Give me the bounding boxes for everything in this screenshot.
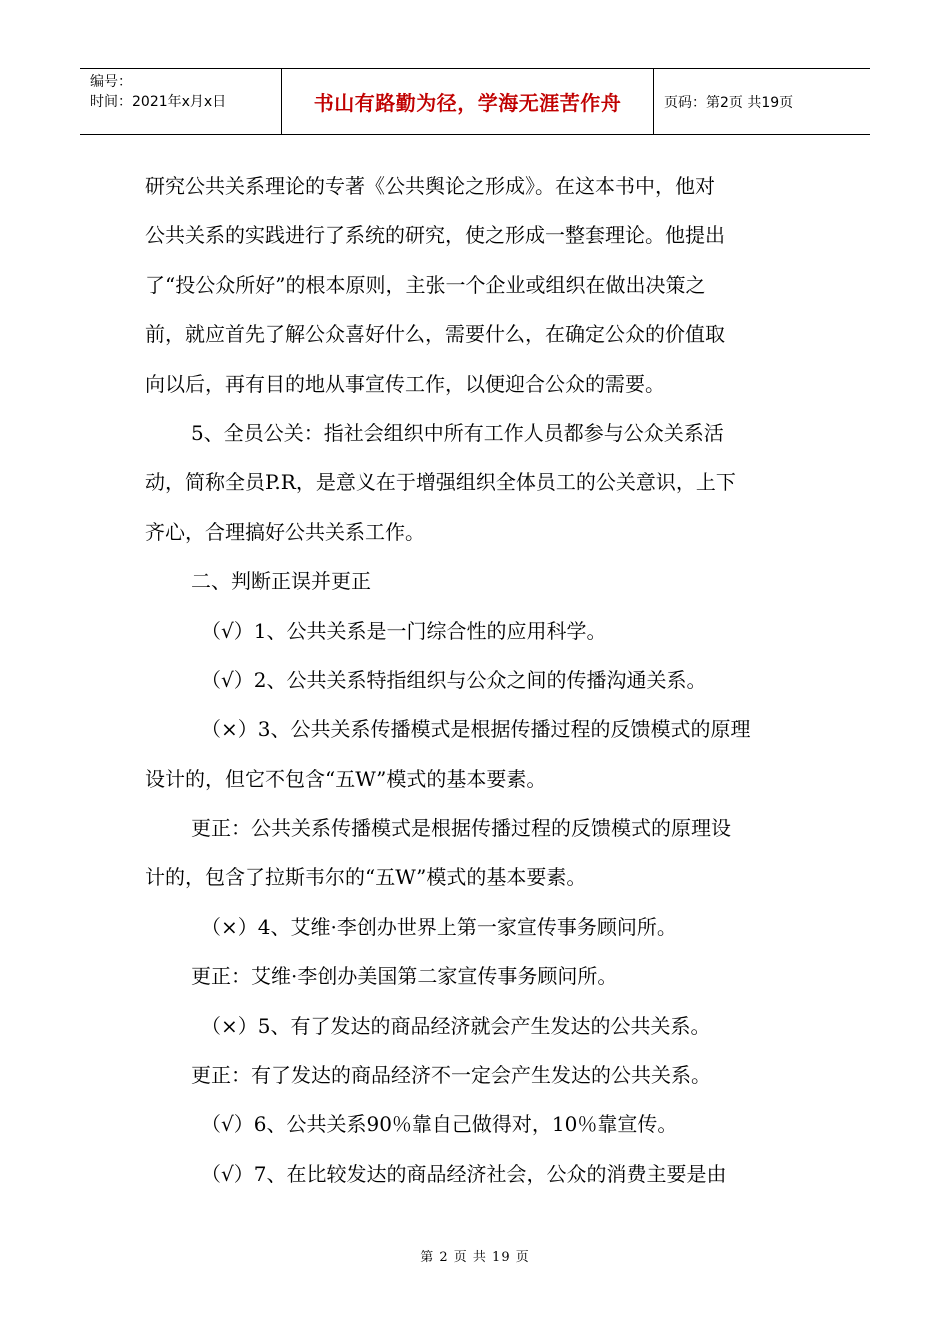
body-line: 齐心，合理搞好公共关系工作。 [145,519,425,544]
judgment-item: （×）5、有了发达的商品经济就会产生发达的公共关系。 [201,1013,711,1038]
body-line: 研究公共关系理论的专著《公共舆论之形成》。在这本书中，他对 [145,174,715,198]
body-line: 了“投公众所好”的根本原则，主张一个企业或组织在做出决策之 [145,272,706,297]
body-line: 动，简称全员P.R，是意义在于增强组织全体员工的公关意识，上下 [145,470,736,495]
correction-line: 更正：艾维·李创办美国第二家宣传事务顾问所。 [191,964,618,989]
page-header [80,68,870,135]
body-line: 设计的，但它不包含“五W”模式的基本要素。 [145,766,547,791]
judgment-item: （√）7、在比较发达的商品经济社会，公众的消费主要是由 [201,1161,727,1186]
section-heading: 二、判断正误并更正 [191,569,371,594]
judgment-item: （√）2、公共关系特指组织与公众之间的传播沟通关系。 [201,667,707,692]
document-body [145,162,810,1199]
document-time-label: 时间：2021年x月x日 [90,94,227,110]
body-line: 计的，包含了拉斯韦尔的“五W”模式的基本要素。 [145,865,587,890]
body-line: 向以后，再有目的地从事宣传工作，以便迎合公众的需要。 [145,371,665,396]
page-footer: 第 2 页 共 19 页 [420,1250,530,1265]
header-meta [80,69,282,134]
body-line: 公共关系的实践进行了系统的研究，使之形成一整套理论。他提出 [145,223,725,248]
body-line: 5、全员公关：指社会组织中所有工作人员都参与公众关系活 [191,420,724,445]
header-motto: 书山有路勤为径，学海无涯苦作舟 [282,69,654,134]
judgment-item: （√）6、公共关系90％靠自己做得对，10％靠宣传。 [201,1112,678,1137]
correction-line: 更正：公共关系传播模式是根据传播过程的反馈模式的原理设 [191,816,731,841]
correction-line: 更正：有了发达的商品经济不一定会产生发达的公共关系。 [191,1063,711,1088]
document-number-label: 编号： [90,74,132,90]
header-page-info: 页码：第2页 共19页 [664,94,794,111]
judgment-item: （√）1、公共关系是一门综合性的应用科学。 [201,618,607,643]
judgment-item: （×）4、艾维·李创办世界上第一家宣传事务顾问所。 [201,914,677,939]
body-line: 前，就应首先了解公众喜好什么，需要什么，在确定公众的价值取 [145,322,725,347]
judgment-item: （×）3、公共关系传播模式是根据传播过程的反馈模式的原理 [201,717,751,742]
